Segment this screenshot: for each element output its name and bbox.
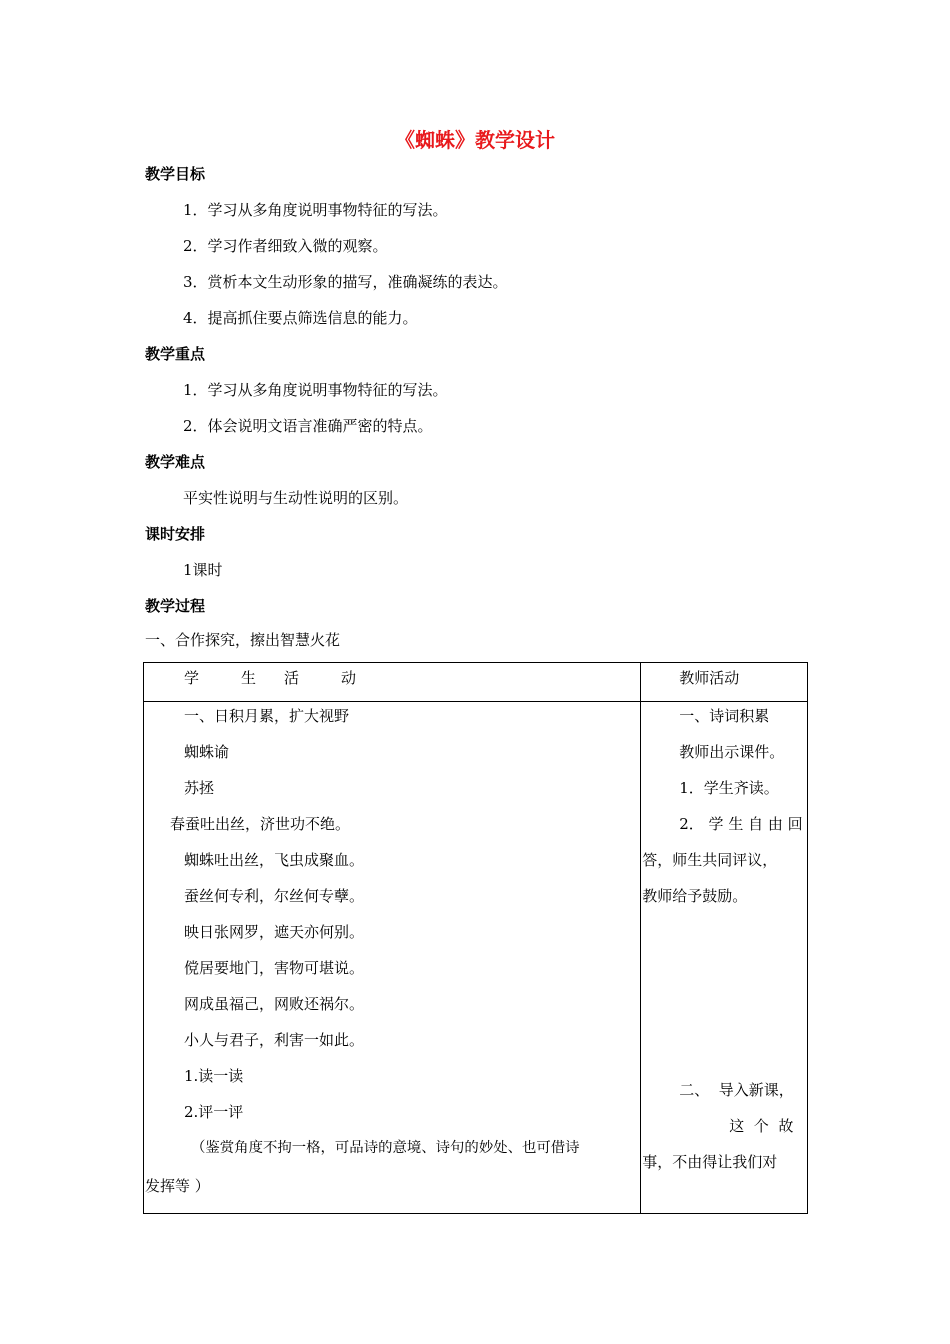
goal-item: 1．学习从多角度说明事物特征的写法。 (183, 201, 448, 219)
header-student-cell (144, 663, 641, 702)
document-title: 《蜘蛛》教学设计 (395, 128, 555, 152)
student-line: 一、日积月累，扩大视野 (184, 707, 350, 725)
header-student-char: 生 (241, 669, 257, 687)
difficulty-text: 平实性说明与生动性说明的区别。 (183, 489, 409, 507)
key-point-item: 2．体会说明文语言准确严密的特点。 (183, 417, 433, 435)
student-line: 蜘蛛吐出丝，飞虫成聚血。 (184, 851, 365, 869)
teacher-line: 一、诗词积累 (679, 707, 770, 725)
teacher-activity-cell (641, 702, 808, 1214)
header-student-char: 学 (184, 669, 200, 687)
student-line: 苏拯 (184, 779, 215, 797)
header-student-char: 动 (341, 669, 357, 687)
header-teacher: 教师活动 (679, 669, 740, 687)
student-line: 蚕丝何专利，尔丝何专孽。 (184, 887, 365, 905)
teacher-line: 1．学生齐读。 (679, 779, 779, 797)
heading-key-points: 教学重点 (145, 345, 206, 363)
teacher-line: 这 个 故 (729, 1117, 794, 1135)
teacher-line: 2． 学 生 自 由 回 (679, 815, 803, 833)
teacher-line: 教师出示课件。 (679, 743, 785, 761)
student-line: 发挥等 ） (145, 1177, 210, 1195)
heading-difficulty: 教学难点 (145, 453, 206, 471)
student-activity-cell (144, 702, 641, 1214)
table-header-row (144, 663, 808, 702)
student-line: 傥居要地门，害物可堪说。 (184, 959, 365, 977)
goal-item: 3．赏析本文生动形象的描写，准确凝练的表达。 (183, 273, 508, 291)
heading-process: 教学过程 (145, 597, 206, 615)
header-student-char: 活 (284, 669, 300, 687)
teacher-line: 二、 导入新课， (679, 1081, 794, 1099)
goal-item: 4．提高抓住要点筛选信息的能力。 (183, 309, 418, 327)
teacher-line: 事，不由得让我们对 (642, 1153, 778, 1171)
key-point-item: 1．学习从多角度说明事物特征的写法。 (183, 381, 448, 399)
table-content-row (144, 702, 808, 1214)
student-line: 小人与君子，利害一如此。 (184, 1031, 365, 1049)
teacher-line: 答，师生共同评议， (642, 851, 778, 869)
teacher-line: 教师给予鼓励。 (642, 887, 748, 905)
heading-schedule: 课时安排 (145, 525, 206, 543)
student-line: （鉴赏角度不拘一格，可品诗的意境、诗句的妙处、也可借诗 (191, 1140, 580, 1156)
student-line: 2.评一评 (184, 1103, 244, 1121)
activity-table (143, 662, 808, 1214)
schedule-text: 1课时 (183, 561, 223, 579)
student-line: 1.读一读 (184, 1067, 244, 1085)
header-teacher-cell (641, 663, 808, 702)
process-subheading: 一、合作探究，擦出智慧火花 (145, 631, 341, 649)
heading-goals: 教学目标 (145, 165, 206, 183)
student-line: 蜘蛛谕 (184, 743, 230, 761)
student-line: 映日张网罗，遮天亦何别。 (184, 923, 365, 941)
student-line: 春蚕吐出丝，济世功不绝。 (170, 815, 351, 833)
goal-item: 2．学习作者细致入微的观察。 (183, 237, 388, 255)
student-line: 网成虽福己，网败还祸尔。 (184, 995, 365, 1013)
